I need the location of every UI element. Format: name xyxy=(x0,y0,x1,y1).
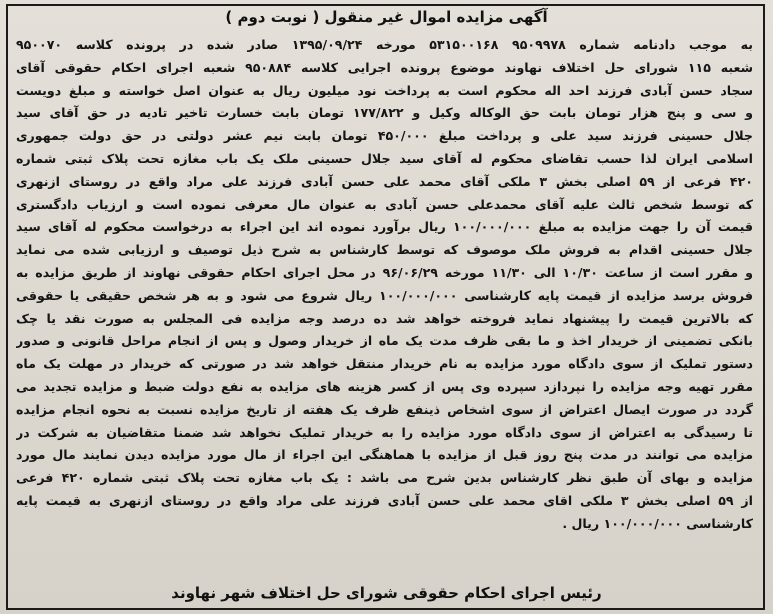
notice-line: ۴۲۰ فرعی از ۵۹ اصلی بخش ۳ ملکی آقای محمد علی حسن آبادی فرزند علی مراد واقع در روستای ازنهری xyxy=(16,173,753,189)
notice-line: اسلامی ایران لذا حسب تقاضای محکوم له آقای سید جلال حسینی ملک یک باب مغازه تحت پلاک ثبتی شماره xyxy=(16,150,753,166)
notice-line: که توسط شخص ثالث علیه آقای محمدعلی حسن آبادی به عنوان مال معرفی نموده است و ارزیاب دادگستری xyxy=(16,196,753,212)
notice-line: جلال حسینی اقدام به فروش ملک موصوف که توسط کارشناس به شرح ذیل توصیف و ارزیابی شده می نماید xyxy=(16,242,753,258)
notice-title: آگهی مزایده اموال غیر منقول ( نوبت دوم ) xyxy=(225,8,548,26)
notice-line: سجاد حسن آبادی فرزند احد اله محکوم است به پرداخت نود میلیون ریال به عنوان اصل خواسته و مبلغ دویست xyxy=(16,82,753,98)
notice-line: مزایده می توانند در مدت پنج روز قبل از مزایده با هماهنگی این اجراء از مال مورد مزایده دیدن نمایند مال مورد xyxy=(16,447,753,463)
notice-line: گردد در صورت ایصال اعتراض از سوی اشخاص ذینفع ظرف یک هفته از تاریخ مزایده نسبت به نحوه انجام مزایده xyxy=(16,401,753,417)
notice-line: مقرر تهیه وجه مزایده را نپردازد سپرده وی پس از کسر هزینه های مزایده به نفع دولت ضبط و مزایده تجدید می xyxy=(16,378,753,394)
notice-line: کارشناسی ۱۰۰/۰۰۰/۰۰۰ ریال . xyxy=(562,515,753,531)
notice-line: فروش برسد مزایده از قیمت پایه کارشناسی ۱۰۰/۰۰۰/۰۰۰ ریال شروع می شود و به هر شخص حقیقی یا حقوقی xyxy=(16,287,753,303)
notice-line: قیمت آن را جهت مزایده به مبلغ ۱۰۰/۰۰۰/۰۰۰ ریال برآورد نموده اند این اجراء به درخواست محکوم له آقای سید xyxy=(16,219,753,235)
notice-signature: رئیس اجرای احکام حقوقی شورای حل اختلاف شهر نهاوند xyxy=(171,584,602,602)
notice-line: به موجب دادنامه شماره ۹۵۰۹۹۷۸ ۵۳۱۵۰۰۱۶۸ مورخه ۱۳۹۵/۰۹/۲۴ صادر شده در پرونده کلاسه ۹۵۰۰۷۰ xyxy=(16,37,753,52)
notice-line: و سی و پنج هزار تومان بابت حق الوکاله وکیل و ۱۷۷/۸۲۲ تومان بابت خسارت تاخیر تادیه در حق آقای سید xyxy=(16,105,753,121)
notice-line: مزایده و بهای آن طبق نظر کارشناس بدین شرح می باشد : یک باب مغازه تحت پلاک ثبتی شماره ۴۲۰ فرعی xyxy=(16,470,753,486)
notice-line: تا رسیدگی به اعتراض از سوی دادگاه مورد مزایده را به خریدار تملیک نخواهد شد ضمنا متقاضیان به شرکت در xyxy=(16,424,753,440)
notice-body xyxy=(16,34,753,536)
notice-line: بانکی تضمینی از خریدار اخذ و ما بقی ظرف مدت یک ماه از خریدار وصول و پس از انجام مراحل قانونی و صدور xyxy=(16,333,753,349)
notice-line: جلال حسینی فرزند سید علی و پرداخت مبلغ ۴۵۰/۰۰۰ تومان بابت نیم عشر دولتی در حق دولت جمهوری xyxy=(16,128,753,144)
notice-line: از ۵۹ اصلی بخش ۳ ملکی اقای محمد علی حسن آبادی فرزند علی مراد واقع در روستای ازنهری به قیمت پایه xyxy=(16,492,753,508)
notice-line: شعبه ۱۱۵ شورای حل اختلاف نهاوند موضوع پرونده اجرایی کلاسه ۹۵۰۸۸۴ شعبه اجرای احکام حقوقی آقای xyxy=(16,59,753,75)
notice-line: که بالاترین قیمت را پیشنهاد نماید فروخته خواهد شد ده درصد وجه مزایده فی المجلس به صورت نقد یا چک xyxy=(16,310,753,326)
notice-line: و مقرر است از ساعت ۱۰/۳۰ الی ۱۱/۳۰ مورخه ۹۶/۰۶/۲۹ در محل اجرای احکام حقوقی نهاوند از طریق مزایده به xyxy=(16,264,753,280)
notice-line: دستور تملیک از سوی دادگاه مورد مزایده به نام خریدار منتقل خواهد شد در صورتی که خریدار در مهلت یک ماه xyxy=(16,356,753,372)
